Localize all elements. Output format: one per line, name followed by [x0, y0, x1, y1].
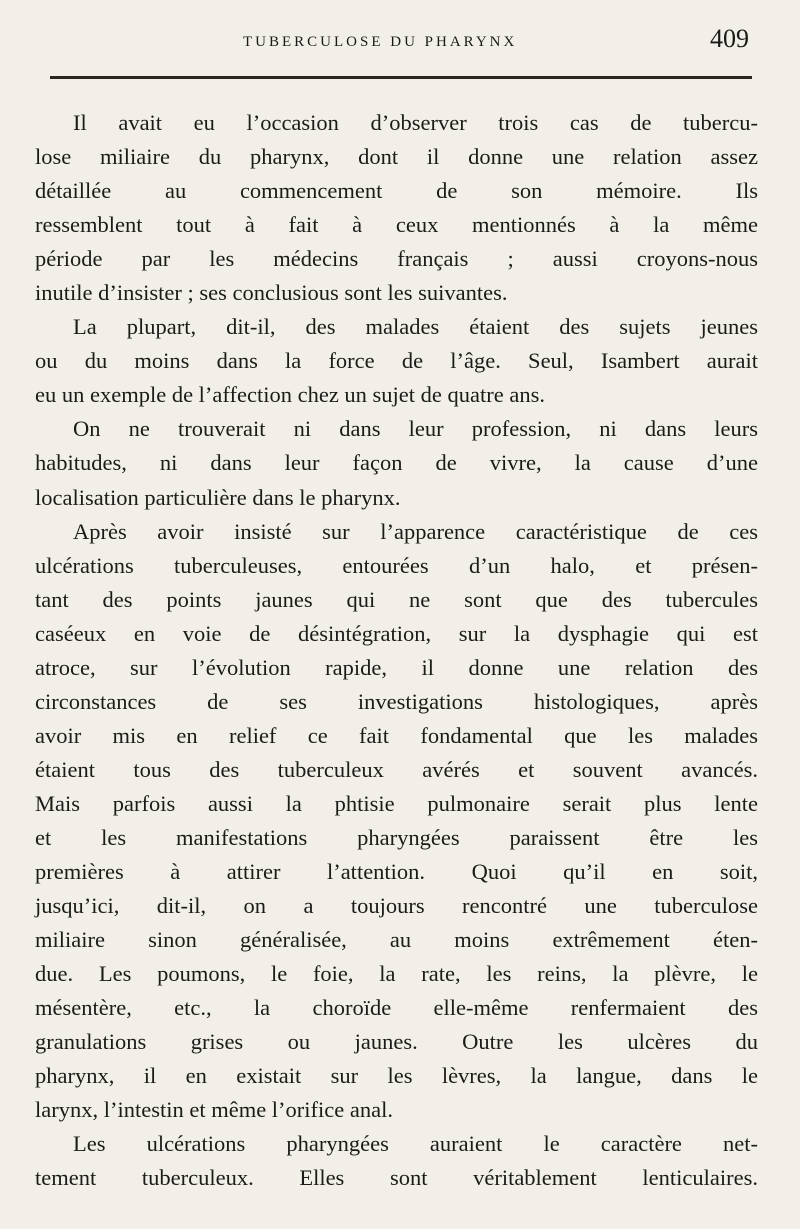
text-line: granulations grises ou jaunes. Outre les ulcères du	[35, 1029, 758, 1055]
text-line: ressemblent tout à fait à ceux mentionnés à la même	[35, 212, 758, 238]
text-line: caséeux en voie de désintégration, sur la dysphagie qui est	[35, 620, 758, 646]
text-line: Après avoir insisté sur l’apparence caractéristique de ces	[73, 518, 758, 544]
text-line: jusqu’ici, dit-il, on a toujours rencontré une tuberculose	[35, 893, 758, 919]
body-text	[35, 106, 758, 1196]
text-line: larynx, l’intestin et même l’orifice anal.	[35, 1097, 393, 1123]
text-line: mésentère, etc., la choroïde elle-même renfermaient des	[35, 995, 758, 1021]
text-line: pharynx, il en existait sur les lèvres, la langue, dans le	[35, 1063, 758, 1089]
text-line: Les ulcérations pharyngées auraient le caractère net-	[73, 1131, 758, 1157]
text-line: ulcérations tuberculeuses, entourées d’un halo, et présen-	[35, 552, 758, 578]
text-line: et les manifestations pharyngées paraissent être les	[35, 824, 758, 850]
text-line: Mais parfois aussi la phtisie pulmonaire serait plus lente	[35, 790, 758, 816]
text-line: ou du moins dans la force de l’âge. Seul, Isambert aurait	[35, 348, 758, 374]
text-line: inutile d’insister ; ses conclusious sont les suivantes.	[35, 280, 508, 306]
text-line: lose miliaire du pharynx, dont il donne une relation assez	[35, 144, 758, 170]
text-line: localisation particulière dans le pharynx.	[35, 484, 401, 510]
text-line: circonstances de ses investigations histologiques, après	[35, 688, 758, 714]
text-line: eu un exemple de l’affection chez un sujet de quatre ans.	[35, 382, 545, 408]
text-line: tement tuberculeux. Elles sont véritablement lenticulaires.	[35, 1165, 758, 1191]
text-line: étaient tous des tuberculeux avérés et souvent avancés.	[35, 756, 758, 782]
text-line: Il avait eu l’occasion d’observer trois cas de tubercu-	[73, 110, 758, 135]
text-line: miliaire sinon généralisée, au moins extrêmement éten-	[35, 927, 758, 953]
text-line: habitudes, ni dans leur façon de vivre, la cause d’une	[35, 450, 758, 476]
text-line: tant des points jaunes qui ne sont que des tubercules	[35, 586, 758, 612]
text-line: détaillée au commencement de son mémoire. Ils	[35, 178, 758, 204]
page-header	[0, 0, 800, 80]
text-line: atroce, sur l’évolution rapide, il donne une relation des	[35, 654, 758, 680]
text-line: On ne trouverait ni dans leur profession, ni dans leurs	[73, 416, 758, 442]
text-line: premières à attirer l’attention. Quoi qu’il en soit,	[35, 859, 758, 885]
page-number: 409	[710, 24, 749, 53]
text-line: La plupart, dit-il, des malades étaient des sujets jeunes	[73, 314, 758, 340]
text-line: due. Les poumons, le foie, la rate, les reins, la plèvre, le	[35, 961, 758, 987]
running-title: TUBERCULOSE DU PHARYNX	[243, 34, 518, 50]
header-rule	[50, 76, 752, 79]
text-line: période par les médecins français ; aussi croyons-nous	[35, 246, 758, 272]
text-line: avoir mis en relief ce fait fondamental que les malades	[35, 722, 758, 748]
